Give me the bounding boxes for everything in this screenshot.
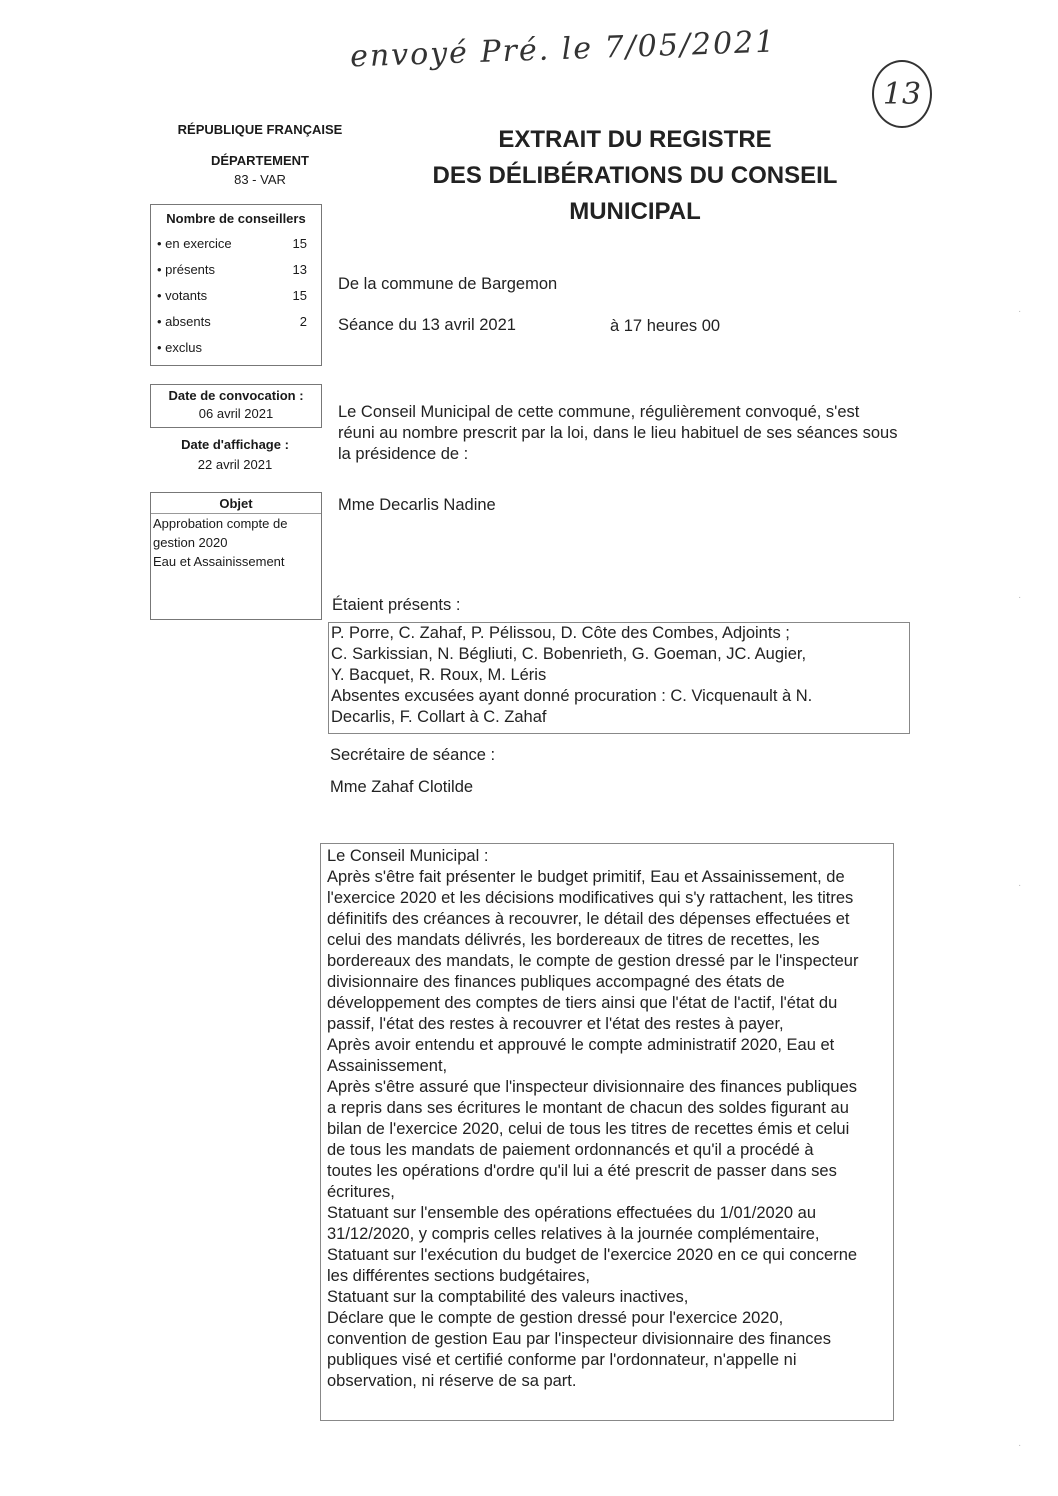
title-line-3: MUNICIPAL [569,198,701,225]
deliberation-line: les différentes sections budgétaires, [327,1267,590,1285]
count-label: • en exercice [157,235,232,251]
title-line-1: EXTRAIT DU REGISTRE [498,126,772,153]
councillors-title: Nombre de conseillers [166,211,306,226]
councillor-count-row [151,308,321,334]
deliberation-line: Déclare que le compte de gestion dressé pour l'exercice 2020, [327,1309,784,1327]
deliberation-line: Après avoir entendu et approuvé le compte administratif 2020, Eau et [327,1036,835,1054]
document-title [380,122,890,230]
affichage-date: 22 avril 2021 [197,457,273,472]
deliberation-line: passif, l'état des restes à recouvrer et l'état des restes à payer, [327,1015,784,1033]
count-label: • présents [157,261,216,277]
count-value: 15 [292,235,307,251]
objet-text-line: gestion 2020 [153,535,228,550]
convocation-label: Date de convocation : [168,388,304,403]
commune-line: De la commune de Bargemon [338,275,558,293]
presents-label: Étaient présents : [332,596,461,614]
councillor-count-row [151,282,321,308]
objet-box [150,492,322,620]
councillors-box [150,204,322,366]
deliberation-line: 31/12/2020, y compris celles relatives à la journée complémentaire, [327,1225,820,1243]
presents-line: C. Sarkissian, N. Bégliuti, C. Bobenrieth, G. Goeman, JC. Augier, [331,645,807,663]
deliberation-line: observation, ni réserve de sa part. [327,1372,577,1390]
count-value: 2 [299,313,307,329]
convocation-box [150,384,322,428]
count-label: • absents [157,313,211,329]
deliberation-line: celui des mandats délivrés, les bordereaux de titres de recettes, les [327,931,820,949]
objet-text-line: Approbation compte de [153,516,288,531]
objet-label: Objet [219,496,253,511]
handwritten-sent-note: envoyé Pré. le 7/05/2021 [349,24,777,75]
deliberation-line: Après s'être assuré que l'inspecteur divisionnaire des finances publiques [327,1078,858,1096]
deliberation-line: bilan de l'exercice 2020, celui de tous les titres de recettes émis et celui [327,1120,850,1138]
convocation-date: 06 avril 2021 [198,406,274,421]
deliberation-line: définitifs des créances à recouvrer, le détail des dépenses effectuées et [327,910,850,928]
seance-time: à 17 heures 00 [610,317,721,335]
deliberation-line: développement des comptes de tiers ainsi que l'état de l'actif, l'état du [327,994,838,1012]
margin-mark: · [1018,880,1022,891]
deliberation-line: Statuant sur la comptabilité des valeurs inactives, [327,1288,689,1306]
title-line-2: DES DÉLIBÉRATIONS DU CONSEIL [432,162,838,189]
count-value: 13 [292,261,307,277]
presents-line: Y. Bacquet, R. Roux, M. Léris [331,666,547,684]
objet-text-line: Eau et Assainissement [153,554,285,569]
circled-page-number: 13 [872,60,932,128]
seance-date: Séance du 13 avril 2021 [338,316,516,334]
deliberation-line: écritures, [327,1183,395,1201]
deliberation-line: bordereaux des mandats, le compte de gestion dressé par le l'inspecteur [327,952,859,970]
deliberation-box [320,843,894,1421]
department-label: DÉPARTEMENT [211,153,309,168]
deliberation-line: Assainissement, [327,1057,448,1075]
secretaire-name: Mme Zahaf Clotilde [330,778,474,796]
deliberation-line: toutes les opérations d'ordre qu'il lui a été prescrit de passer dans ses [327,1162,837,1180]
deliberation-line: l'exercice 2020 et les décisions modificatives qui s'y rattachent, les titres [327,889,854,907]
deliberation-line: a repris dans ses écritures le montant de chacun des soldes figurant au [327,1099,849,1117]
intro-paragraph: Le Conseil Municipal de cette commune, régulièrement convoqué, s'est réuni au nombre prescrit par la loi, dans le lieu habituel de ses séances sous la présidence de : [338,403,898,463]
deliberation-line: Le Conseil Municipal : [327,847,489,865]
presents-line: P. Porre, C. Zahaf, P. Pélissou, D. Côte des Combes, Adjoints ; [331,624,790,642]
affichage-label: Date d'affichage : [181,437,289,452]
deliberation-line: publiques visé et certifié conforme par l'ordonnateur, n'appelle ni [327,1351,797,1369]
department-value: 83 - VAR [234,172,286,187]
president-name: Mme Decarlis Nadine [338,496,496,514]
presents-line: Decarlis, F. Collart à C. Zahaf [331,708,547,726]
count-label: • exclus [157,339,203,355]
councillor-count-row [151,256,321,282]
councillor-count-row [151,334,321,360]
deliberation-line: Statuant sur l'ensemble des opérations effectuées du 1/01/2020 au [327,1204,817,1222]
count-value: 15 [292,287,307,303]
deliberation-line: Après s'être fait présenter le budget primitif, Eau et Assainissement, de [327,868,845,886]
republic-label: RÉPUBLIQUE FRANÇAISE [177,122,343,137]
margin-mark: · [1018,592,1022,603]
secretaire-label: Secrétaire de séance : [330,746,496,764]
councillor-count-row [151,230,321,256]
margin-mark: · [1018,306,1022,317]
count-label: • votants [157,287,208,303]
deliberation-line: Statuant sur l'exécution du budget de l'exercice 2020 en ce qui concerne [327,1246,858,1264]
deliberation-line: convention de gestion Eau par l'inspecteur divisionnaire des finances [327,1330,831,1348]
deliberation-line: de tous les mandats de paiement ordonnancés et qu'il a procédé à [327,1141,814,1159]
margin-mark: · [1018,1440,1022,1451]
presents-box [328,622,910,734]
presents-line: Absentes excusées ayant donné procuration : C. Vicquenault à N. [331,687,813,705]
deliberation-line: divisionnaire des finances publiques accompagné des états de [327,973,785,991]
